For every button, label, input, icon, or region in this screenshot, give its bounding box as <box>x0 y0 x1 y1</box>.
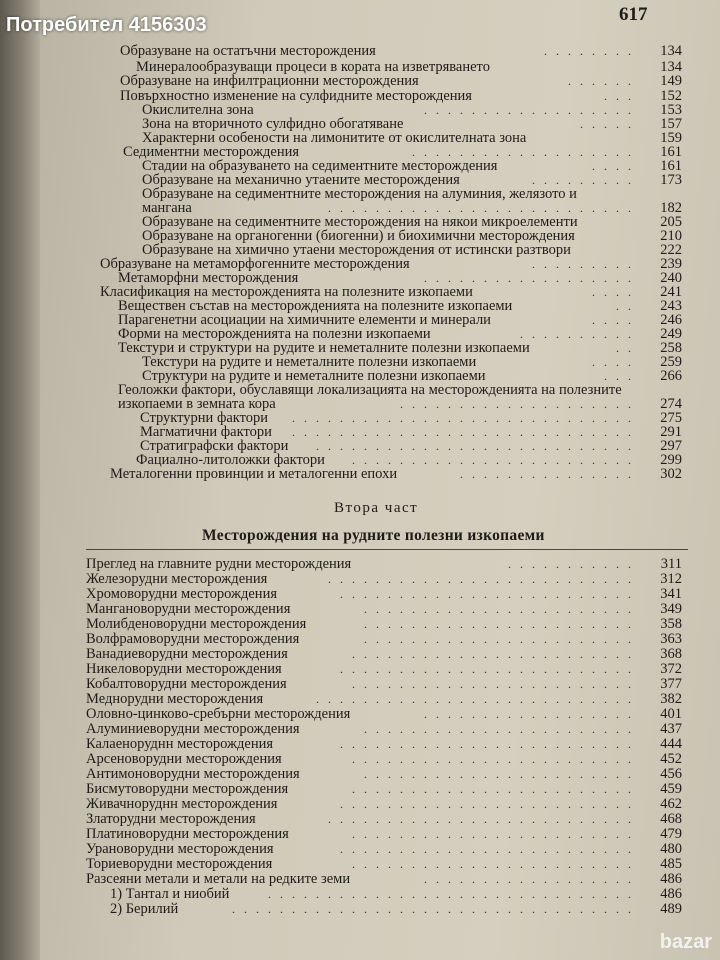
toc-entry: Преглед на главните рудни месторождения ........... 311 <box>86 556 682 572</box>
toc-entry: 2) Берилий .................................. 489 <box>110 901 682 917</box>
toc-entry: Никеловорудни месторождения ......................... 372 <box>86 661 682 677</box>
user-watermark: Потребител 4156303 <box>6 14 207 36</box>
toc-entry: Ванадиеворудни месторождения ........................ 368 <box>86 646 682 662</box>
toc-entry: Антимоноворудни месторождения ....................... 456 <box>86 766 682 782</box>
toc-entry: Текстури и структури на рудите и неметалните полезни изкопаеми .. 258 <box>118 340 682 356</box>
toc-entry: Меднорудни месторождения ........................... 382 <box>86 691 682 707</box>
toc-entry: Форми на месторожденията на полезни изкопаеми .......... 249 <box>118 326 682 342</box>
toc-entry: Арсеноворудни месторождения ........................ 452 <box>86 751 682 767</box>
toc-entry: Характерни особености на лимонитите от окислителната зона 159 <box>142 130 682 146</box>
toc-entry: Образуване на седиментните месторождения на някои микроелементи 205 <box>142 214 682 230</box>
toc-entry: Текстури на рудите и неметалните полезни изкопаеми .... 259 <box>142 354 682 370</box>
book-spine-edge <box>0 0 40 960</box>
toc-entry: Структурни фактори ............................. 275 <box>140 410 682 426</box>
toc-entry: Молибденоворудни месторождения ....................... 358 <box>86 616 682 632</box>
toc-entry: Фациално-литоложки фактори ........................ 299 <box>136 452 682 468</box>
toc-entry: Минералообразуващи процеси в кората на изветряването 134 <box>136 59 682 75</box>
toc-entry: Стратиграфски фактори ........................... 297 <box>140 438 682 454</box>
toc-entry: Бисмутоворудни месторождения ........................ 459 <box>86 781 682 797</box>
toc-entry: Образуване на химично утаени месторождения от истински разтвори 222 <box>142 242 682 258</box>
toc-entry: Златорудни месторождения .......................... 468 <box>86 811 682 827</box>
toc-entry: Хромоворудни месторождения ......................... 341 <box>86 586 682 602</box>
toc-entry: Образуване на седиментните месторождения на алуминия, желязото и <box>142 186 577 202</box>
toc-entry: Платиноворудни месторождения ........................ 479 <box>86 826 682 842</box>
toc-entry: Алуминиеворудни месторождения ....................... 437 <box>86 721 682 737</box>
toc-entry: Повърхностно изменение на сулфидните месторождения ... 152 <box>120 88 682 104</box>
page-number: 617 <box>619 4 648 25</box>
toc-entry: Структури на рудите и неметалните полезни изкопаеми ... 266 <box>142 368 682 384</box>
toc-entry: Кобалтоворудни месторождения ........................ 377 <box>86 676 682 692</box>
toc-entry: Стадии на образуването на седиментните месторождения .... 161 <box>142 158 682 174</box>
toc-entry: Класификация на месторожденията на полезните изкопаеми .... 241 <box>100 284 682 300</box>
toc-entry: Магматични фактори ............................. 291 <box>140 424 682 440</box>
toc-entry: Живачноруднн месторождения ......................... 462 <box>86 796 682 812</box>
part-caption: Втора част <box>334 500 419 516</box>
toc-entry: Геоложки фактори, обуславящи локализацията на месторожденията на полезните <box>118 382 622 398</box>
toc-entry: Образуване на остатъчни месторождения ........ 134 <box>120 43 682 59</box>
toc-entry: Парагенетни асоциации на химичните елементи и минерали .... 246 <box>118 312 682 328</box>
toc-entry: Образуване на органогенни (биогенни) и биохимични месторождения 210 <box>142 228 682 244</box>
toc-entry: 1) Тантал и ниобий ............................... 486 <box>110 886 682 902</box>
toc-entry: Железорудни месторождения .......................... 312 <box>86 571 682 587</box>
toc-entry: Образуване на инфилтрационни месторождения ...... 149 <box>120 73 682 89</box>
toc-entry: Седиментни месторождения ................... 161 <box>123 144 682 160</box>
toc-entry: Зона на вторичното сулфидно обогатяване ..... 157 <box>142 116 682 132</box>
toc-entry: Металогенни провинции и металогенни епохи ............... 302 <box>110 466 682 482</box>
toc-entry: изкопаеми в земната кора .................... 274 <box>118 396 682 412</box>
toc-entry: Веществен състав на месторожденията на полезните изкопаеми .. 243 <box>118 298 682 314</box>
toc-entry: Мангановорудни месторождения ....................... 349 <box>86 601 682 617</box>
toc-entry: Урановорудни месторождения ......................... 480 <box>86 841 682 857</box>
toc-entry: Разсеяни метали и метали на редките земи .................. 486 <box>86 871 682 887</box>
toc-entry: Окислителна зона .................. 153 <box>142 102 682 118</box>
divider <box>86 549 688 550</box>
toc-entry: Метаморфни месторождения .................. 240 <box>118 270 682 286</box>
toc-entry: Оловно-цинково-сребърни месторождения .................. 401 <box>86 706 682 722</box>
toc-entry: Волфрамоворудни месторождения ....................... 363 <box>86 631 682 647</box>
toc-entry: Калаеноруднн месторождения ......................... 444 <box>86 736 682 752</box>
toc-entry: Образуване на механично утаените месторождения ......... 173 <box>142 172 682 188</box>
toc-entry: мангана .......................... 182 <box>142 200 682 216</box>
part-title: Месторождения на рудните полезни изкопаеми <box>202 527 545 544</box>
toc-entry: Ториеворудни месторождения ........................ 485 <box>86 856 682 872</box>
toc-entry: Образуване на метаморфогенните месторождения ......... 239 <box>100 256 682 272</box>
bazar-logo: bazar <box>659 931 712 953</box>
